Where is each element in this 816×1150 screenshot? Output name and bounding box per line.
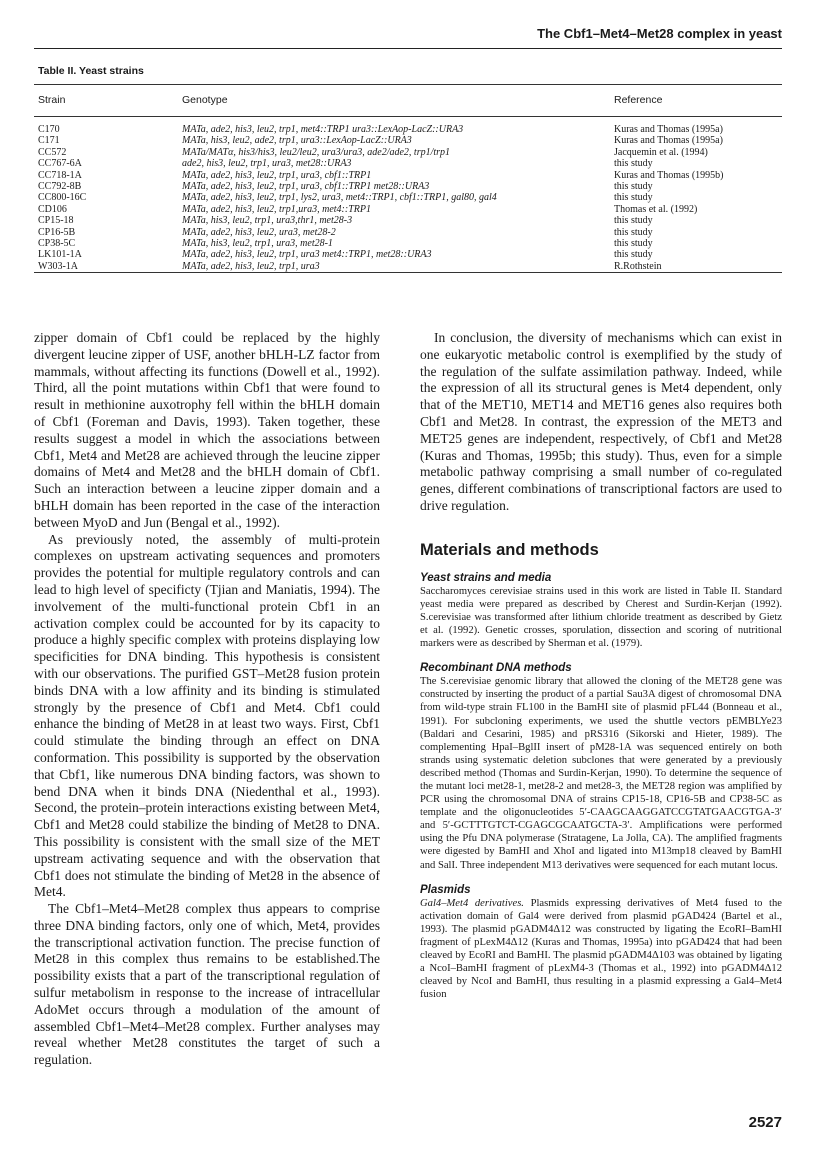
table-title: Table II. Yeast strains: [38, 65, 144, 77]
conclusion-paragraph: In conclusion, the diversity of mechanisms which can exist in one eukaryotic metabolic control is exemplified by the study of the regulation of the sulfate assimilation pathway. Indeed, while the expression of all its structural genes is Met4 dependent, only that of the MET10, MET14 and MET16 genes also requires both Cbf1 and Met28. In contrast, the expression of the MET3 and MET25 genes are independent, respectively, of Cbf1 and Met28 (Kuras and Thomas, 1995b; this study). Thus, even for a simple metabolic pathway comprising a small number of co-regulated genes, different combinations of transcriptional factors are used to drive regulation.: [420, 330, 782, 513]
strain-cell: CC572: [38, 146, 67, 158]
reference-cell: Thomas et al. (1992): [614, 203, 698, 215]
genotype-cell: MATa, his3, leu2, trp1, ura3, met28-1: [182, 238, 333, 250]
inline-heading: Gal4–Met4 derivatives.: [420, 897, 524, 909]
reference-cell: this study: [614, 215, 653, 227]
strain-cell: C171: [38, 135, 60, 147]
header-rule: [34, 48, 782, 49]
genotype-cell: ade2, his3, leu2, trp1, ura3, met28::URA3: [182, 158, 352, 170]
section-heading-materials-methods: Materials and methods: [420, 540, 599, 559]
reference-cell: this study: [614, 181, 653, 193]
strain-cell: CC718-1A: [38, 169, 82, 181]
reference-cell: this study: [614, 238, 653, 250]
table-row: [34, 170, 782, 181]
methods-paragraph: The S.cerevisiae genomic library that allowed the cloning of the MET28 gene was constructed by inserting the product of a partial Sau3A digest of chromosomal DNA from wild-type strain FL100 in the BamHI site of plasmid pFL44 (Bonneau et al., 1991). For subcloning experiments, we used the shuttle vectors pEMBLYe23 (Baldari and Cesarini, 1985) and pRS316 (Sikorski and Hieter, 1989). The complementing HpaI–BglII insert of pM28-1A was sequenced entirely on both strands using systematic deletion subclones that were generated by a previously described method (Thomas and Surdin-Kerjan, 1990). To determine the sequence of the mutant loci met28-1, met28-2 and met28-3, the MET28 region was amplified by PCR using the chromosomal DNA of strains CP15-18, CP16-5B and CP38-5C as template and the oligonucleotides 5′-CAAGCAAGGATCCGTATGAACGTGA-3′ and 5′-GCTTTGTCT-CGAGCGCAATGCTA-3′. Amplifications were performed using the Pfu DNA polymerase (Stratagene, La Jolla, CA). The amplified fragments were digested by BamHI and XhoI and ligated into M13mp18 cleaved by BamHI and SalI. Three independent M13 derivatives were sequenced for each mutant locus.: [420, 676, 782, 871]
strain-cell: CD106: [38, 203, 67, 215]
genotype-cell: MATa, ade2, his3, leu2, trp1, ura3, cbf1::TRP1: [182, 169, 372, 181]
table-row: [34, 158, 782, 169]
methods-paragraph: [420, 897, 782, 1002]
column-header-reference: Reference: [614, 94, 663, 107]
strain-cell: CC800-16C: [38, 192, 87, 204]
genotype-cell: MATa, ade2, his3, leu2, trp1, ura3 met4::TRP1, met28::URA3: [182, 249, 432, 261]
reference-cell: Jacquemin et al. (1994): [614, 146, 708, 158]
body-paragraph: As previously noted, the assembly of multi-protein complexes on upstream activating sequences and promoters provides the potential for multiple regulatory controls and can lead to high level of specificty (Tjian and Maniatis, 1994). The involvement of the multi-functional protein Cbf1 in an activation complex could be accounted for by its capacity to produce a highly specific complex with proteins displaying low specificities for DNA binding. This hypothesis is consistent with our observations. The purified GST–Met28 fusion protein binds DNA with a low affinity and its binding is stimulated strongly by the presence of Cbf1 and Met4. Cbf1 could enhance the binding of Met28 in at least two ways. First, Cbf1 could stimulate the binding through an effect on DNA conformation. This possibility is supported by the observation that Cbf1, like numerous DNA binding factors, was shown to bend DNA when it binds DNA (Niedenthal et al., 1993). Second, the protein–protein interactions existing between Met4, Cbf1 and Met28 could stabilize the binding of Met28 to DNA. This possibility is consistent with the small size of the MET upstream activating sequence and with the observation that Cbf1 does not stimulate the binding of Met28 in the absence of Met4.: [34, 531, 380, 900]
genotype-cell: MATa, ade2, his3, leu2, trp1, lys2, ura3, met4::TRP1, cbf1::TRP1, gal80, gal4: [182, 192, 497, 204]
column-header-strain: Strain: [38, 94, 66, 107]
table-row: [34, 119, 782, 135]
table-row: [34, 135, 782, 146]
column-header-genotype: Genotype: [182, 94, 228, 107]
strain-cell: LK101-1A: [38, 249, 82, 261]
body-paragraph: The Cbf1–Met4–Met28 complex thus appears to comprise three DNA binding factors, only one of which, Met4, provides the transcriptional activation function. The precise function of Met28 in this complex thus remains to be established.The possibility exists that a part of the transcriptional regulation of sulfur metabolism in response to the increase of intracellular AdoMet occurs through a modulation of the amount of assembled Cbf1–Met4–Met28 complex. Further analyses may reveal whether Met28 constitutes the target of such a regulation.: [34, 901, 380, 1068]
table-row: [34, 181, 782, 192]
table-row: [34, 204, 782, 215]
body-paragraph: zipper domain of Cbf1 could be replaced by the highly divergent leucine zipper of USF, another bHLH-LZ factor from mammals, without affecting its functions (Dowell et al., 1992). Third, all the point mutations within Cbf1 that were found to result in methionine auxotrophy fell within the bHLH domain of Cbf1 (Foreman and Davis, 1993). Taken together, these results suggest a model in which the associations between Cbf1, Met4 and Met28 are achieved through the leucine zipper domains of Met4 and Met28 and the bHLH domain of Cbf1. Such an interaction between a leucine zipper domain and a bHLH domain has been reported in the case of the interaction between MyoD and Jun (Bengal et al., 1992).: [34, 330, 380, 530]
methods-paragraph: Saccharomyces cerevisiae strains used in this work are listed in Table II. Standard yeast media were prepared as described by Cherest and Surdin-Kerjan (1992). S.cerevisiae was transformed after lithium chloride treatment as described by Gietz et al. (1992). Genetic crosses, sporulation, dissection and scoring of nutritional markers were as described by Sherman et al. (1979).: [420, 585, 782, 650]
strain-cell: CP38-5C: [38, 238, 76, 250]
strain-cell: CC767-6A: [38, 158, 82, 170]
table-row: [34, 227, 782, 238]
table-header-row: [34, 92, 782, 119]
subheading-yeast-strains: Yeast strains and media: [420, 571, 552, 584]
reference-cell: R.Rothstein: [614, 260, 662, 272]
genotype-cell: MATa, his3, leu2, trp1, ura3,thr1, met28-3: [182, 215, 353, 227]
genotype-cell: MATa, his3, leu2, ade2, trp1, ura3::LexAop-LacZ::URA3: [182, 135, 412, 147]
reference-cell: Kuras and Thomas (1995a): [614, 124, 723, 135]
genotype-cell: MATa/MATα, his3/his3, leu2/leu2, ura3/ura3, ade2/ade2, trp1/trp1: [182, 146, 451, 158]
plasmids-text: Plasmids expressing derivatives of Met4 fused to the activation domain of Gal4 were derived from plasmid pGAD424 (Bartel et al., 1993). The plasmid pGADM4Δ12 was constructed by ligating the EcoRI–BamHI fragment of pLexM4Δ12 (Kuras and Thomas, 1995a) into pGAD424 that had been cleaved by EcoRI and BamHI. The plasmid pGADM4Δ103 was obtained by ligating a NcoI–BamHI fragment of pLexM4-3 (Thomas et al., 1992) into pGADM4Δ12 cleaved by NcoI and BamHI, thus resulting in a plasmid expressing a Gal4–Met4 fusion: [420, 897, 783, 1001]
genotype-cell: MATa, ade2, his3, leu2, ura3, met28-2: [182, 226, 336, 238]
table-row: [34, 192, 782, 203]
table-row: [34, 238, 782, 249]
running-head: The Cbf1–Met4–Met28 complex in yeast: [537, 26, 782, 41]
table-top-rule: [34, 84, 782, 85]
genotype-cell: MATa, ade2, his3, leu2, trp1, ura3, cbf1::TRP1 met28::URA3: [182, 181, 430, 193]
genotype-cell: MATa, ade2, his3, leu2, trp1, ura3: [182, 260, 320, 272]
subheading-plasmids: Plasmids: [420, 883, 471, 896]
reference-cell: Kuras and Thomas (1995a): [614, 135, 723, 147]
subheading-recombinant-dna: Recombinant DNA methods: [420, 662, 572, 675]
genotype-cell: MATa, ade2, his3, leu2, trp1,ura3, met4::TRP1: [182, 203, 371, 215]
strain-cell: CP16-5B: [38, 226, 76, 238]
reference-cell: this study: [614, 249, 653, 261]
strain-cell: CP15-18: [38, 215, 74, 227]
reference-cell: this study: [614, 158, 653, 170]
page-number: 2527: [748, 1114, 782, 1131]
table-row: [34, 261, 782, 272]
table-row: [34, 215, 782, 226]
genotype-cell: MATa, ade2, his3, leu2, trp1, met4::TRP1 ura3::LexAop-LacZ::URA3: [182, 124, 464, 135]
reference-cell: this study: [614, 226, 653, 238]
right-text-column: [420, 330, 782, 1001]
table-row: [34, 147, 782, 158]
strain-cell: C170: [38, 124, 60, 135]
strain-cell: W303-1A: [38, 260, 78, 272]
yeast-strains-table: [34, 92, 782, 272]
reference-cell: Kuras and Thomas (1995b): [614, 169, 724, 181]
strain-cell: CC792-8B: [38, 181, 82, 193]
left-text-column: [34, 330, 380, 1069]
table-row: [34, 249, 782, 260]
reference-cell: this study: [614, 192, 653, 204]
